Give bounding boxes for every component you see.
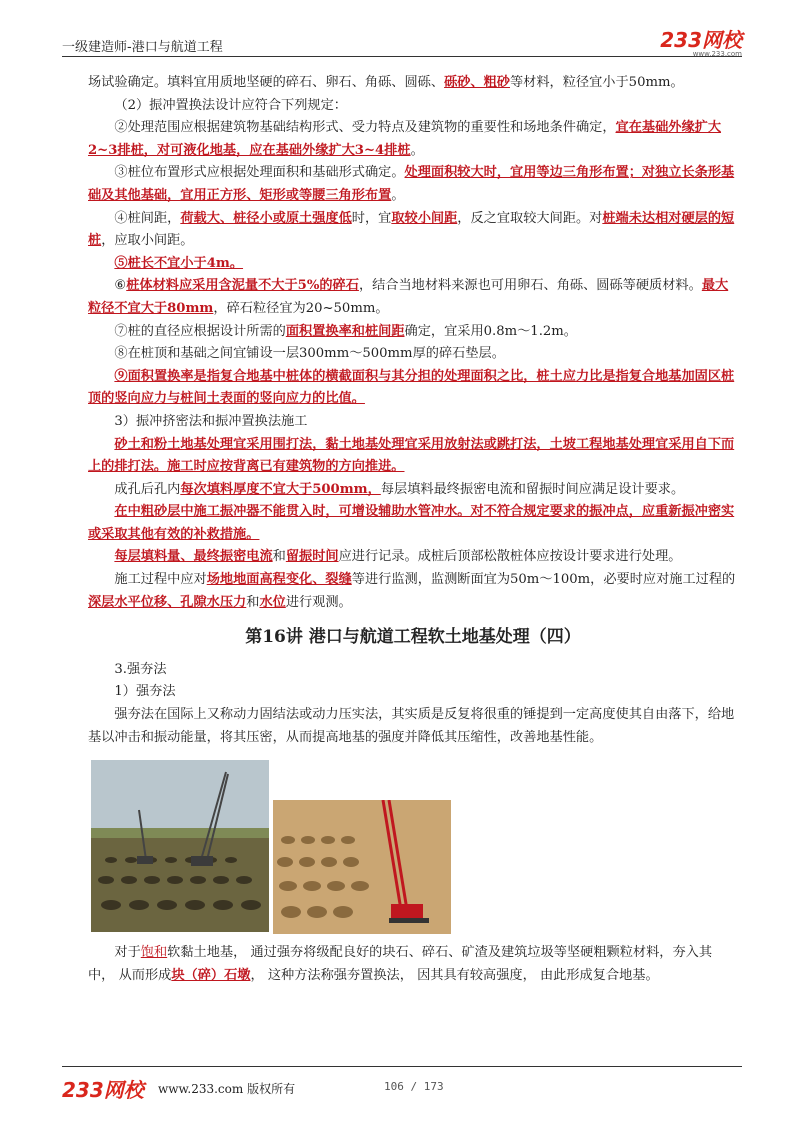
paragraph: ⑨面积置换率是指复合地基中桩体的横截面积与其分担的处理面积之比，桩土应力比是指复合地基加固区桩顶的竖向应力与桩间土表面的竖向应力的比值。	[88, 368, 735, 407]
paragraph: 对于饱和软黏土地基， 通过强夯将级配良好的块石、碎石、矿渣及建筑垃圾等坚硬粗颗粒材料，夯入其中， 从而形成块（碎）石墩， 这种方法称强夯置换法， 因其具有较高强度， 由此形成复合地基。	[88, 945, 713, 983]
section-heading: 3.强夯法	[114, 661, 167, 677]
paragraph: ⑤桩长不宜小于4m。	[114, 255, 244, 271]
paragraph: 每层填料量、最终振密电流和留振时间应进行记录。成桩后顶部松散桩体应按设计要求进行处理。	[114, 549, 682, 565]
header-divider	[62, 56, 742, 57]
logo-url: www.233.com	[692, 50, 742, 58]
paragraph: ②处理范围应根据建筑物基础结构形式、受力特点及建筑物的重要性和场地条件确定，宜在基础外缘扩大2~3排桩，对可液化地基，应在基础外缘扩大3~4排桩。	[88, 120, 722, 158]
section-heading: （2）振冲置换法设计应符合下列规定：	[114, 97, 347, 113]
dynamic-compaction-photo-2	[273, 800, 451, 934]
paragraph: 在中粗砂层中施工振冲器不能贯入时，可增设辅助水管冲水。对不符合规定要求的振冲点，应重新振冲密实或采取其他有效的补救措施。	[88, 504, 735, 542]
paragraph: 施工过程中应对场地地面高程变化、裂缝等进行监测，监测断面宜为50m～100m，必要时应对施工过程的深层水平位移、孔隙水压力和水位进行观测。	[88, 572, 736, 610]
paragraph: 强夯法在国际上又称动力固结法或动力压实法，其实质是反复将很重的锤提到一定高度使其自由落下，给地基以冲击和振动能量，将其压密，从而提高地基的强度并降低其压缩性，改善地基性能。	[88, 707, 735, 745]
paragraph: 砂土和粉土地基处理宜采用围打法，黏土地基处理宜采用放射法或跳打法，土坡工程地基处理宜采用自下而上的排打法。施工时应按背离已有建筑物的方向推进。	[88, 436, 735, 475]
page-header	[62, 28, 742, 58]
paragraph: 场试验确定。填料宜用质地坚硬的碎石、卵石、角砾、圆砾、砾砂、粗砂等材料，粒径宜小于50mm。	[88, 75, 684, 90]
footer-divider	[62, 1066, 742, 1067]
paragraph: ⑥桩体材料应采用含泥量不大于5%的碎石，结合当地材料来源也可用卵石、角砾、圆砾等硬质材料。最大粒径不宜大于80mm，碎石粒径宜为20~50mm。	[88, 278, 729, 316]
paragraph: ④桩间距，荷载大、桩径小或原土强度低时，宜取较小间距，反之宜取较大间距。对桩端未达相对硬层的短桩，应取小间距。	[88, 210, 735, 249]
photo-group	[91, 760, 471, 940]
footer-copyright: www.233.com 版权所有	[158, 1082, 296, 1096]
document-body-continued	[88, 942, 738, 987]
page-number: 106 / 173	[384, 1080, 444, 1093]
paragraph: ⑦桩的直径应根据设计所需的面积置换率和桩间距确定，宜采用0.8m～1.2m。	[114, 323, 577, 339]
section-heading: 1）强夯法	[114, 684, 176, 700]
dynamic-compaction-photo-1	[91, 760, 269, 932]
document-body	[88, 72, 738, 749]
section-heading: 3）振冲挤密法和振冲置换法施工	[114, 413, 308, 429]
paragraph: 成孔后孔内每次填料厚度不宜大于500mm，每层填料最终振密电流和留振时间应满足设计要求。	[114, 481, 685, 497]
lecture-title: 第16讲 港口与航道工程软土地基处理（四）	[245, 627, 581, 648]
brand-logo	[660, 30, 742, 58]
logo-text: 233网校	[660, 28, 742, 52]
paragraph: ⑧在桩顶和基础之间宜铺设一层300mm～500mm厚的碎石垫层。	[114, 346, 505, 362]
paragraph: ③桩位布置形式应根据处理面积和基础形式确定。处理面积较大时，宜用等边三角形布置；对独立长条形基础及其他基础，宜用正方形、矩形或等腰三角形布置。	[88, 165, 735, 203]
footer-logo: 233网校	[62, 1078, 144, 1102]
header-title: 一级建造师-港口与航道工程	[62, 40, 223, 55]
